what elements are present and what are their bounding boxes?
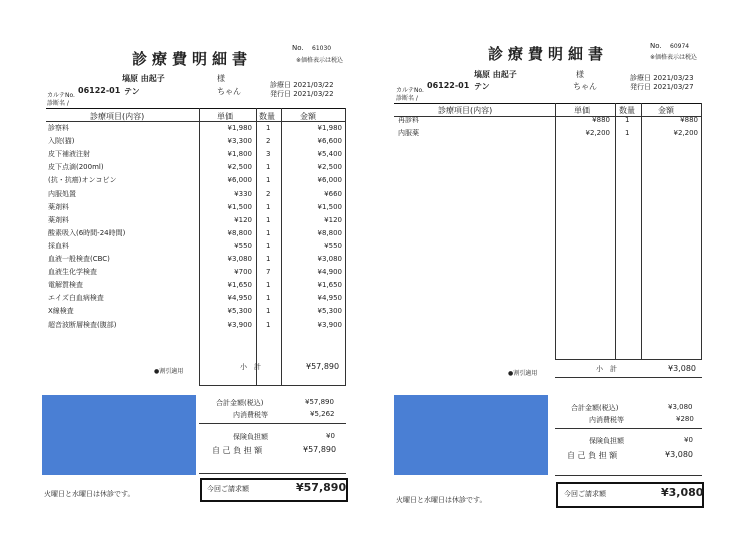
item-quantity: 7 [266,268,271,277]
item-amount: ¥6,000 [317,176,342,185]
item-name: 血液一般検査(CBC) [48,255,110,263]
issue-date: 発行日 2021/03/22 [270,90,334,98]
column-divider [641,103,642,359]
item-amount: ¥120 [324,215,342,224]
invoice-title: 診療費明細書 [488,45,609,63]
insurance-value: ¥0 [326,432,335,440]
header-qty: 数量 [259,112,275,121]
insurance-label: 保険負担額 [589,437,624,445]
item-name: 皮下補液注射 [48,150,90,159]
owner-name: 塙原 由起子 [474,70,517,79]
table-row [0,253,368,265]
column-divider [555,103,556,359]
table-right-border [701,103,702,359]
table-row [0,148,368,160]
item-quantity: 2 [266,189,271,198]
item-amount: ¥1,500 [317,202,342,211]
table-row [0,135,368,147]
table-top-border [394,103,702,104]
insurance-label: 保険負担額 [233,433,268,441]
redacted-block [394,395,548,475]
item-quantity: 1 [266,228,271,237]
item-amount: ¥5,400 [317,150,342,159]
header-item: 診療項目(内容) [438,106,493,115]
item-price: ¥550 [234,241,252,250]
item-name: 超音波断層検査(腹部) [48,320,117,329]
item-price: ¥1,650 [227,281,252,290]
insurance-value: ¥0 [684,436,693,444]
karte-number: 06122-01 [427,81,470,90]
tax-note: ※価格表示は税込 [650,54,698,61]
item-amount: ¥660 [324,189,342,198]
item-price: ¥880 [592,116,610,124]
tax-note: ※価格表示は税込 [296,57,344,64]
item-price: ¥330 [234,189,252,198]
subtotal-label: 小 計 [596,365,617,373]
item-amount: ¥1,980 [317,124,342,132]
item-amount: ¥2,500 [317,163,342,172]
billing-label: 今回ご請求額 [564,490,606,498]
exam-date: 診療日 2021/03/22 [270,81,334,89]
table-row [0,227,368,239]
item-price: ¥2,200 [585,129,610,138]
item-name: 薬剤料 [48,215,69,224]
header-amount: 金額 [658,106,674,115]
total-label: 合計金額(税込) [216,399,264,407]
table-top-border [46,108,346,109]
item-name: 再診料 [398,116,419,124]
tax-label: 内消費税等 [233,411,268,419]
item-price: ¥2,500 [227,163,252,172]
billing-value: ¥3,080 [661,486,704,499]
item-name: 薬剤料 [48,202,69,211]
pet-name: テン [124,87,140,96]
item-name: 内服処置 [48,189,76,198]
self-pay-label: 自 己 負 担 額 [212,446,263,455]
diagnosis-label: 診断名 / [396,95,418,102]
tax-value: ¥5,262 [310,410,335,418]
item-quantity: 1 [625,129,630,138]
item-amount: ¥6,600 [317,137,342,146]
item-quantity: 1 [266,163,271,172]
owner-name: 塙原 由起子 [122,74,165,83]
summary-divider [199,423,346,424]
total-label: 合計金額(税込) [571,404,619,412]
item-price: ¥1,500 [227,202,252,211]
header-item: 診療項目(内容) [90,112,145,121]
item-price: ¥1,980 [227,124,252,132]
item-amount: ¥4,900 [317,268,342,277]
table-row [0,161,368,173]
header-price: 単価 [574,106,590,115]
table-row [368,127,736,139]
item-amount: ¥5,300 [317,307,342,316]
tax-value: ¥280 [676,415,694,423]
item-quantity: 1 [266,294,271,303]
self-pay-value: ¥57,890 [303,445,337,454]
item-quantity: 1 [266,255,271,263]
invoice-no: 60974 [670,43,690,50]
item-quantity: 1 [266,320,271,329]
self-pay-label: 自 己 負 担 額 [567,451,618,460]
item-quantity: 1 [266,215,271,224]
item-quantity: 1 [266,202,271,211]
subtotal-value: ¥57,890 [306,362,340,371]
table-row [0,319,368,331]
item-quantity: 3 [266,150,271,159]
karte-label: カルテNo. [47,92,75,99]
item-quantity: 1 [266,176,271,185]
honorific: 様 [217,74,225,83]
header-qty: 数量 [619,106,635,115]
redacted-block [42,395,196,475]
table-row [0,279,368,291]
billing-label: 今回ご請求額 [207,485,249,493]
summary-divider [555,428,702,429]
invoice-no-label: No. [650,42,662,50]
issue-date: 発行日 2021/03/27 [630,83,694,91]
discount-label: ●割引適用 [508,370,538,377]
pet-suffix: ちゃん [217,87,241,96]
item-amount: ¥3,080 [317,255,342,263]
total-value: ¥57,890 [305,398,334,406]
table-row [0,174,368,186]
closed-days-note: 火曜日と水曜日は休診です。 [396,496,487,504]
item-amount: ¥1,650 [317,281,342,290]
subtotal-bottom-border [555,377,702,378]
table-row [0,266,368,278]
item-quantity: 1 [266,281,271,290]
summary-divider [555,475,702,476]
item-amount: ¥4,950 [317,294,342,303]
table-row [0,122,368,134]
billing-value: ¥57,890 [296,481,347,494]
item-price: ¥1,800 [227,150,252,159]
pet-name: テン [474,82,490,91]
column-divider [615,103,616,359]
table-row [0,240,368,252]
item-name: 酸素吸入(6時間-24時間) [48,228,126,237]
summary-divider [199,473,346,474]
item-name: (抗・抗癌)オンコビン [48,176,117,185]
item-name: 内服薬 [398,129,419,138]
karte-number: 06122-01 [78,86,121,95]
item-quantity: 2 [266,137,271,146]
total-value: ¥3,080 [668,403,693,411]
item-price: ¥3,900 [227,320,252,329]
item-price: ¥5,300 [227,307,252,316]
item-name: 入院(猫) [48,137,75,146]
item-name: 電解質検査 [48,281,83,290]
item-name: 皮下点滴(200ml) [48,163,104,172]
item-price: ¥4,950 [227,294,252,303]
item-amount: ¥550 [324,241,342,250]
header-amount: 金額 [300,112,316,121]
item-name: X線検査 [48,307,74,316]
item-amount: ¥2,200 [673,129,698,138]
closed-days-note: 火曜日と水曜日は休診です。 [44,490,135,498]
item-price: ¥3,300 [227,137,252,146]
diagnosis-label: 診断名 / [47,100,69,107]
subtotal-border [199,385,346,386]
table-row [0,292,368,304]
item-price: ¥700 [234,268,252,277]
honorific: 様 [576,70,584,79]
table-row [0,188,368,200]
item-price: ¥8,800 [227,228,252,237]
item-price: ¥6,000 [227,176,252,185]
item-quantity: 1 [266,241,271,250]
invoice-right [368,0,736,552]
item-quantity: 1 [266,124,271,132]
exam-date: 診療日 2021/03/23 [630,74,694,82]
table-row [0,214,368,226]
item-name: 血液生化学検査 [48,268,97,277]
tax-label: 内消費税等 [589,416,624,424]
item-price: ¥120 [234,215,252,224]
karte-label: カルテNo. [396,87,424,94]
table-row [0,201,368,213]
self-pay-value: ¥3,080 [665,450,693,459]
item-quantity: 1 [266,307,271,316]
table-row [0,305,368,317]
subtotal-label: 小 計 [240,363,261,371]
item-quantity: 1 [625,116,630,124]
item-price: ¥3,080 [227,255,252,263]
invoice-no-label: No. [292,44,304,52]
pet-suffix: ちゃん [573,82,597,91]
item-name: 採血料 [48,241,69,250]
invoice-no: 61030 [312,45,332,52]
item-amount: ¥8,800 [317,228,342,237]
item-amount: ¥880 [680,116,698,124]
subtotal-value: ¥3,080 [668,364,696,373]
subtotal-border [555,359,702,360]
invoice-title: 診療費明細書 [132,50,253,68]
header-price: 単価 [217,112,233,121]
item-amount: ¥3,900 [317,320,342,329]
item-name: 診察料 [48,124,69,132]
discount-label: ●割引適用 [154,368,184,375]
item-name: エイズ白血病検査 [48,294,104,303]
table-row [368,114,736,126]
